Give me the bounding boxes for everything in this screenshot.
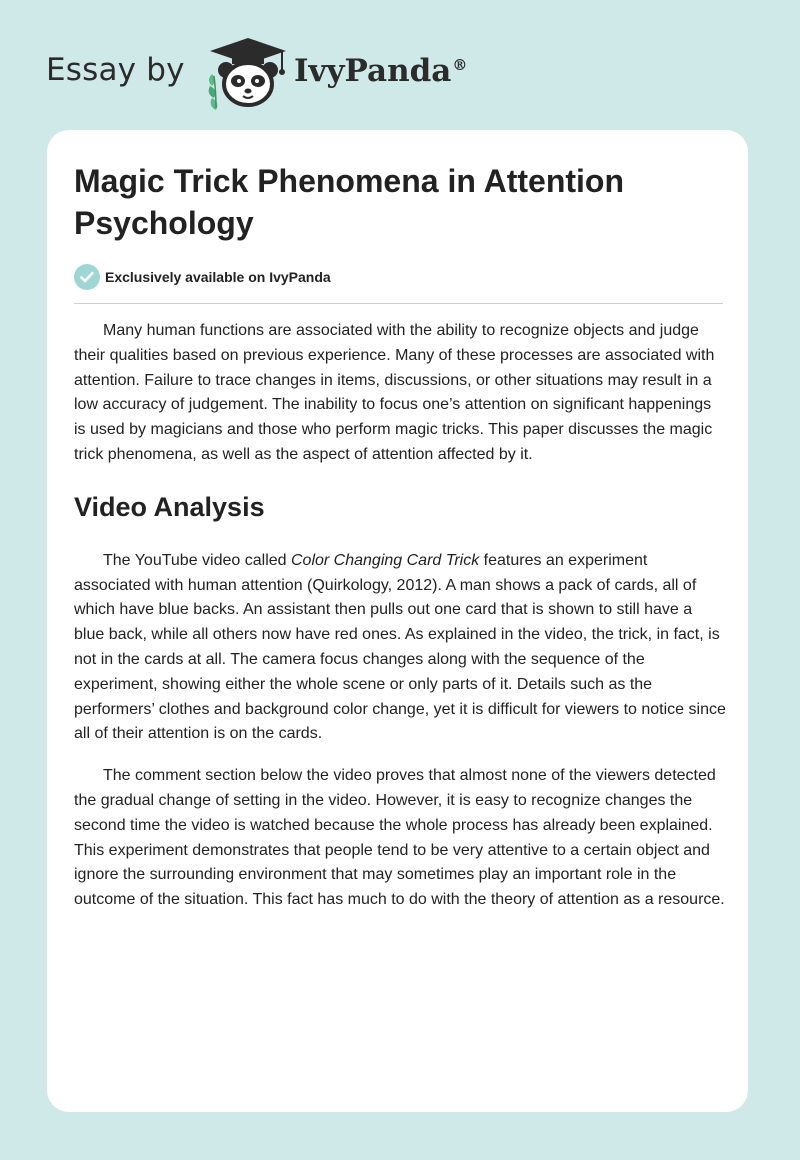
exclusive-badge — [74, 264, 331, 290]
exclusive-label: Exclusively available on IvyPanda — [105, 269, 331, 285]
video-paragraph-rest: features an experiment associated with human attention (Quirkology, 2012). A man shows a pack of cards, all of which have blue backs. An assistant then pulls out one card that is shown to still have a blue back, while all others now have red ones. As explained in the video, the trick, in fact, is not in the cards at all. The camera focus changes along with the sequence of the experiment, showing either the whole scene or only parts of it. Details such as the performers’ clothes and background color change, yet it is difficult for viewers to notice since all of their attention is on the cards. — [74, 551, 726, 743]
brand-header — [46, 34, 506, 114]
brand-name — [294, 53, 467, 89]
comment-section-paragraph: The comment section below the video proves that almost none of the viewers detected the gradual change of setting in the video. However, it is easy to recognize changes the second time the video is watched because the whole process has already been explained. This experiment demonstrates that people tend to be very attentive to a certain object and ignore the surrounding environment that may sometimes play an important role in the outcome of the situation. This fact has much to do with the theory of attention as a resource. — [74, 767, 725, 909]
divider — [74, 303, 723, 304]
brand-prefix: Essay by — [46, 52, 185, 88]
essay-body — [74, 319, 726, 913]
essay-card — [47, 130, 748, 1112]
intro-paragraph: Many human functions are associated with the ability to recognize objects and judge their qualities based on previous experience. Many of these processes are associated with attention. Failure to trace changes in items, discussions, or other situations may result in a low accuracy of judgement. The inability to focus one’s attention on significant happenings is used by magicians and those who perform magic tricks. This paper discusses the magic trick phenomena, as well as the aspect of attention affected by it. — [74, 322, 715, 463]
video-title: Color Changing Card Trick — [291, 551, 480, 569]
check-circle-icon — [74, 264, 100, 290]
video-analysis-paragraph — [74, 549, 726, 747]
brand-name-text: IvyPanda — [294, 53, 452, 89]
registered-mark: ® — [452, 55, 468, 74]
section-heading: Video Analysis — [74, 491, 265, 522]
page-title: Magic Trick Phenomena in Attention Psychology — [74, 163, 624, 241]
video-paragraph-start: The YouTube video called — [103, 551, 291, 569]
panda-logo-icon — [202, 36, 294, 110]
